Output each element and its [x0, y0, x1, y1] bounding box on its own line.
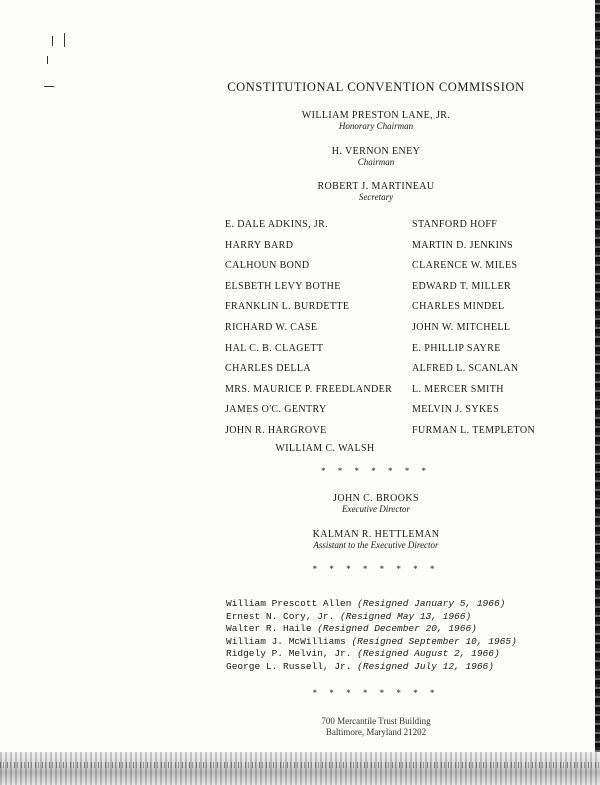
address-block	[0, 716, 600, 738]
resigned-name: George L. Russell, Jr.	[226, 660, 352, 672]
member-name: MRS. MAURICE P. FREEDLANDER	[225, 383, 393, 395]
resigned-entry	[226, 636, 517, 649]
resigned-name: William J. McWilliams	[226, 635, 346, 647]
resigned-note: (Resigned December 20, 1966)	[317, 623, 477, 635]
member-name: FRANKLIN L. BURDETTE	[225, 301, 350, 313]
member-name: JAMES O'C. GENTRY	[225, 404, 327, 416]
member-name: FURMAN L. TEMPLETON	[412, 424, 536, 436]
resigned-name: Ridgely P. Melvin, Jr.	[226, 648, 352, 660]
honorary-chairman	[0, 110, 600, 132]
resigned-name: William Prescott Allen	[226, 598, 352, 609]
scan-mark	[52, 36, 53, 46]
member-name: ELSBETH LEVY BOTHE	[225, 280, 341, 292]
member-name: JOHN R. HARGROVE	[225, 424, 327, 436]
members-column-left	[225, 218, 392, 445]
page-title: CONSTITUTIONAL CONVENTION COMMISSION	[227, 80, 525, 94]
assistant-director	[0, 529, 600, 551]
resigned-entry	[226, 648, 517, 661]
scan-footer-noise	[0, 752, 600, 785]
member-name: CALHOUN BOND	[225, 260, 310, 272]
secretary-role: Secretary	[358, 192, 394, 202]
honorary-chairman-role: Honorary Chairman	[338, 121, 414, 131]
member-name: CHARLES DELLA	[225, 363, 312, 375]
resigned-members-list	[226, 598, 517, 674]
resigned-entry	[226, 623, 517, 636]
executive-director	[0, 493, 600, 515]
resigned-name: Ernest N. Cory, Jr.	[226, 610, 335, 622]
member-name: CLARENCE W. MILES	[412, 260, 518, 272]
member-name: E. PHILLIP SAYRE	[412, 342, 501, 354]
member-name: MARTIN D. JENKINS	[412, 239, 513, 251]
secretary-name: ROBERT J. MARTINEAU	[317, 181, 435, 192]
address-line: 700 Mercantile Trust Building	[321, 716, 431, 726]
member-name: HAL C. B. CLAGETT	[225, 342, 324, 354]
resigned-note: (Resigned August 2, 1966)	[357, 648, 500, 660]
resigned-note: (Resigned September 10, 1965)	[351, 635, 517, 647]
chairman-name: H. VERNON ENEY	[331, 146, 421, 157]
resigned-entry	[226, 661, 517, 674]
member-name: CHARLES MINDEL	[412, 301, 505, 313]
member-name: RICHARD W. CASE	[225, 321, 318, 333]
member-name: MELVIN J. SYKES	[412, 404, 500, 416]
scan-mark	[64, 33, 65, 47]
separator-stars: * * * * * * * *	[312, 688, 440, 698]
executive-director-name: JOHN C. BROOKS	[333, 493, 419, 504]
member-name-centered: WILLIAM C. WALSH	[275, 443, 375, 454]
separator-stars: * * * * * * * *	[312, 564, 440, 574]
honorary-chairman-name: WILLIAM PRESTON LANE, JR.	[301, 110, 451, 121]
resigned-entry	[226, 598, 517, 611]
separator-stars: * * * * * * *	[321, 466, 431, 476]
member-name: STANFORD HOFF	[412, 219, 498, 230]
assistant-director-role: Assistant to the Executive Director	[313, 540, 439, 550]
member-name: EDWARD T. MILLER	[412, 280, 512, 292]
member-name: ALFRED L. SCANLAN	[412, 363, 519, 375]
chairman	[0, 146, 600, 168]
chairman-role: Chairman	[357, 157, 395, 167]
resigned-note: (Resigned May 13, 1966)	[340, 610, 472, 622]
members-column-right	[412, 218, 535, 445]
address-line: Baltimore, Maryland 21202	[325, 727, 427, 737]
scan-mark	[47, 56, 48, 64]
resigned-entry	[226, 611, 517, 624]
secretary	[0, 181, 600, 203]
member-name: HARRY BARD	[225, 239, 294, 251]
assistant-director-name: KALMAN R. HETTLEMAN	[312, 529, 440, 540]
resigned-note: (Resigned July 12, 1966)	[357, 660, 494, 672]
member-name: JOHN W. MITCHELL	[412, 321, 511, 333]
member-name: E. DALE ADKINS, JR.	[225, 219, 329, 230]
resigned-name: Walter R. Haile	[226, 623, 312, 635]
member-name: L. MERCER SMITH	[412, 383, 504, 395]
executive-director-role: Executive Director	[342, 504, 410, 514]
resigned-note: (Resigned January 5, 1966)	[357, 598, 506, 609]
